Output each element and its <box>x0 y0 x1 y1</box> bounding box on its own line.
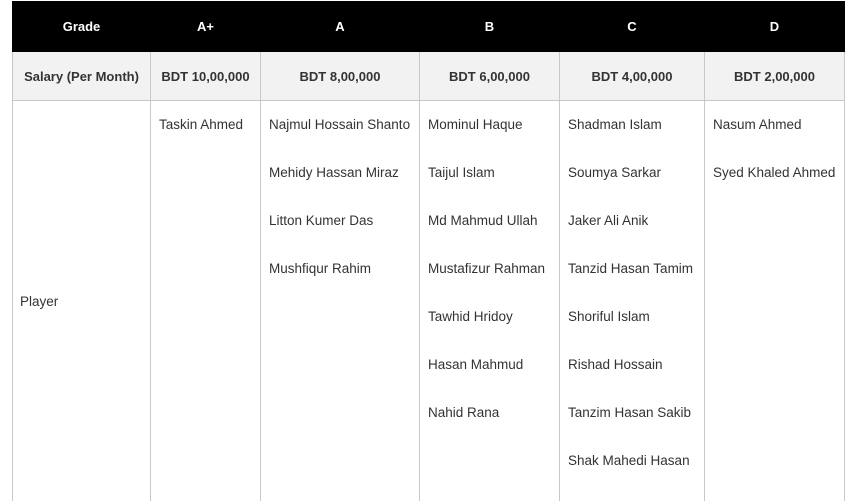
grade-header-b: B <box>420 2 560 52</box>
player-name: Nahid Rana <box>428 389 551 437</box>
player-name: Taijul Islam <box>428 149 551 197</box>
grade-header-d: D <box>705 2 845 52</box>
player-list-b <box>428 101 551 437</box>
player-name: Litton Kumer Das <box>269 197 411 245</box>
contract-table-container <box>12 1 844 501</box>
salary-b: BDT 6,00,000 <box>420 52 560 101</box>
player-label: Player <box>13 101 151 501</box>
player-name: Nasum Ahmed <box>713 101 836 149</box>
player-name: Tawhid Hridoy <box>428 293 551 341</box>
salary-label: Salary (Per Month) <box>13 52 151 101</box>
players-cell-c <box>560 101 705 501</box>
players-cell-d <box>705 101 845 501</box>
player-name: Mushfiqur Rahim <box>269 245 411 293</box>
salary-row <box>13 52 845 101</box>
salary-c: BDT 4,00,000 <box>560 52 705 101</box>
player-name: Jaker Ali Anik <box>568 197 696 245</box>
player-name: Mominul Haque <box>428 101 551 149</box>
player-name: Md Mahmud Ullah <box>428 197 551 245</box>
player-name: Shadman Islam <box>568 101 696 149</box>
player-list-c <box>568 101 696 485</box>
player-name: Shoriful Islam <box>568 293 696 341</box>
grade-header-a-plus: A+ <box>151 2 261 52</box>
player-name: Soumya Sarkar <box>568 149 696 197</box>
player-name: Hasan Mahmud <box>428 341 551 389</box>
players-cell-a <box>261 101 420 501</box>
players-cell-b <box>420 101 560 501</box>
player-name: Tanzim Hasan Sakib <box>568 389 696 437</box>
grade-header-c: C <box>560 2 705 52</box>
central-contract-table <box>12 1 845 501</box>
player-list-d <box>713 101 836 197</box>
player-name: Syed Khaled Ahmed <box>713 149 836 197</box>
grade-header-label: Grade <box>13 2 151 52</box>
players-cell-a-plus <box>151 101 261 501</box>
players-row <box>13 101 845 501</box>
player-name: Shak Mahedi Hasan <box>568 437 696 485</box>
player-list-a <box>269 101 411 293</box>
salary-a: BDT 8,00,000 <box>261 52 420 101</box>
player-name: Taskin Ahmed <box>159 101 252 149</box>
salary-d: BDT 2,00,000 <box>705 52 845 101</box>
grade-header-a: A <box>261 2 420 52</box>
player-name: Mustafizur Rahman <box>428 245 551 293</box>
player-name: Najmul Hossain Shanto <box>269 101 411 149</box>
player-list-a-plus <box>159 101 252 149</box>
grade-header-row <box>13 2 845 52</box>
player-name: Rishad Hossain <box>568 341 696 389</box>
player-name: Mehidy Hassan Miraz <box>269 149 411 197</box>
salary-a-plus: BDT 10,00,000 <box>151 52 261 101</box>
player-name: Tanzid Hasan Tamim <box>568 245 696 293</box>
